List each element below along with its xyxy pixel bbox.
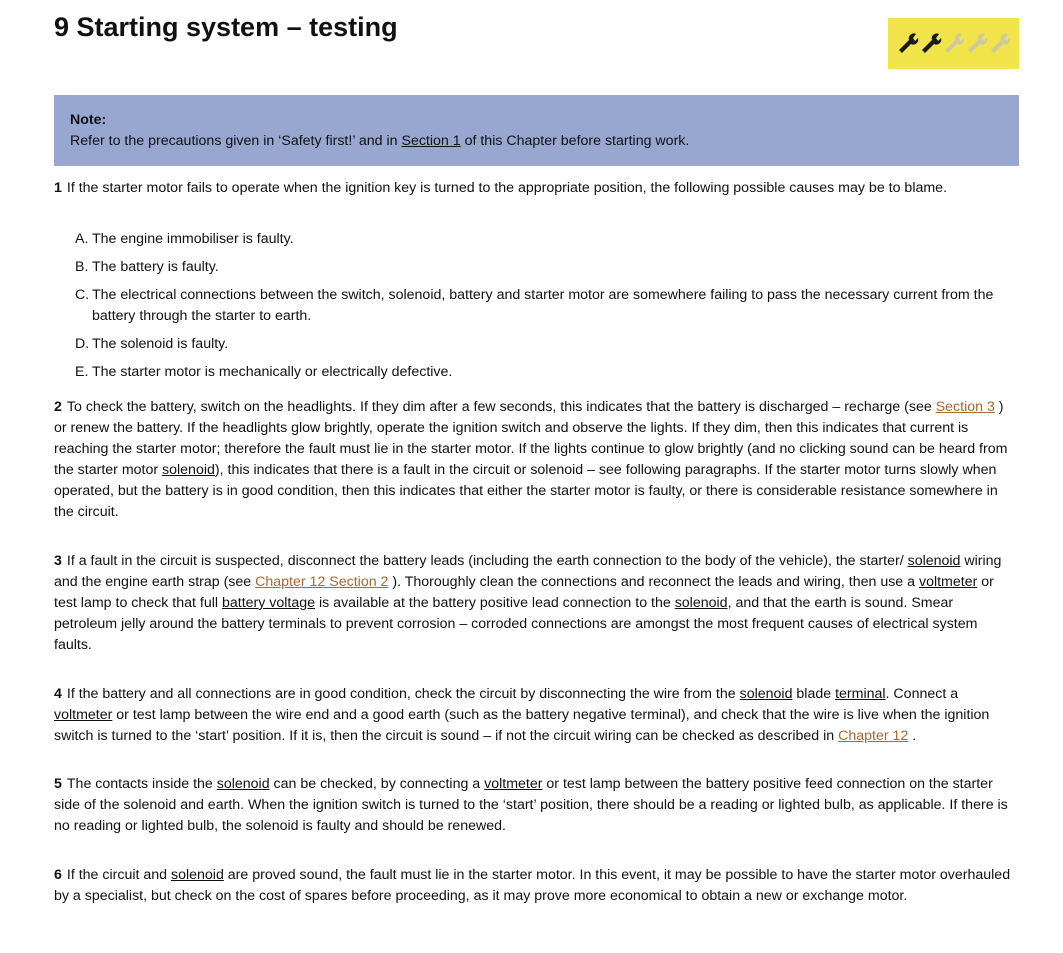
paragraph-number: 6 [54,867,62,883]
chapter-12-link[interactable]: Chapter 12 [838,728,909,744]
battery-voltage-link[interactable]: battery voltage [221,595,316,611]
note-text [70,131,1003,152]
paragraph-text: . Connect a [885,686,959,702]
list-item [54,229,1019,250]
list-text: The electrical connections between the switch, solenoid, battery and starter motor are somewhere failing to pass the necessary current from the battery through the starter to earth. [92,287,994,324]
paragraph-text: If a fault in the circuit is suspected, disconnect the battery leads (including the earth connection to the body of the vehicle), the starter/ [66,553,908,569]
paragraph-text: can be checked, by connecting a [269,776,485,792]
solenoid-link[interactable]: solenoid [739,686,793,702]
paragraph-text: are proved sound, the fault must lie in the starter motor. In this event, it may be possible to have the starter motor overhauled by a specialist, but check on the cost of spares before proceeding, as it may prove more economical to obtain a new or exchange motor. [54,867,1011,904]
solenoid-link[interactable]: solenoid [170,867,224,883]
section-1-link[interactable]: Section 1 [401,133,461,149]
main-content [54,178,1019,907]
paragraph-1 [54,178,1019,199]
wrench-icon [965,32,989,56]
solenoid-link[interactable]: solenoid [674,595,728,611]
paragraph-text: The contacts inside the [66,776,217,792]
list-text: The starter motor is mechanically or electrically defective. [92,364,453,380]
solenoid-link[interactable]: solenoid [162,462,215,478]
difficulty-rating [888,18,1019,69]
page-title: 9 Starting system – testing [54,12,398,42]
paragraph-6 [54,865,1019,907]
paragraph-text: . [908,728,917,744]
paragraph-text: If the starter motor fails to operate when the ignition key is turned to the appropriate position, the following possible causes may be to blame. [66,180,948,196]
paragraph-4 [54,684,1019,747]
note-title: Note: [70,112,107,128]
note-text-part: Refer to the precautions given in ‘Safety first!’ and in [70,133,402,149]
paragraph-text: is available at the battery positive lead connection to the [315,595,675,611]
list-letter: D. [75,336,90,352]
list-text: The engine immobiliser is faulty. [92,231,294,247]
wrench-icon [942,32,966,56]
voltmeter-link[interactable]: voltmeter [54,707,113,723]
paragraph-text: If the circuit and [66,867,171,883]
causes-list [54,229,1019,383]
solenoid-link[interactable]: solenoid [216,776,270,792]
terminal-link[interactable]: terminal [835,686,886,702]
paragraph-number: 3 [54,553,62,569]
list-text: The solenoid is faulty. [92,336,229,352]
paragraph-5 [54,774,1019,837]
list-item [54,334,1019,355]
list-item [54,362,1019,383]
chapter-12-section-2-link[interactable]: Chapter 12 Section 2 [255,574,389,590]
wrench-icon [988,32,1012,56]
paragraph-text: or test lamp between the wire end and a good earth (such as the battery negative terminal), and check that the wire is live when the ignition switch is turned to the ‘start’ position. If it is, then the circuit is sound – if not the circuit wiring can be checked as described in [54,707,990,744]
paragraph-text: To check the battery, switch on the headlights. If they dim after a few seconds, this indicates that the battery is discharged – recharge (see [66,399,936,415]
voltmeter-link[interactable]: voltmeter [918,574,978,590]
list-item [54,257,1019,278]
list-letter: E. [75,364,89,380]
paragraph-text: , and that the earth is sound. Smear petroleum jelly around the battery terminals to prevent corrosion – corroded connections are amongst the most frequent causes of electrical system faults. [54,595,978,653]
paragraph-number: 5 [54,776,62,792]
note-box [54,95,1019,166]
solenoid-link[interactable]: solenoid [907,553,961,569]
paragraph-text: ). Thoroughly clean the connections and reconnect the leads and wiring, then use a [388,574,919,590]
paragraph-text: wiring and the engine earth strap (see [54,553,1002,590]
list-item [54,285,1019,327]
paragraph-text: ), this indicates that there is a fault in the circuit or solenoid – see following paragraphs. If the starter motor turns slowly when operated, but the battery is in good condition, then this indicates that either the starter motor is faulty, or there is considerable resistance somewhere in the circuit. [54,462,998,520]
list-letter: C. [75,287,90,303]
paragraph-text: ) or renew the battery. If the headlights glow brightly, operate the ignition switch and observe the lights. If they dim, then this indicates that current is reaching the starter motor; therefore the fault must lie in the starter motor. If the lights continue to glow brightly (and no clicking sound can be heard from the starter motor [54,399,1008,478]
paragraph-number: 1 [54,180,62,196]
list-text: The battery is faulty. [92,259,219,275]
paragraph-text: If the battery and all connections are in good condition, check the circuit by disconnecting the wire from the [66,686,740,702]
paragraph-2 [54,397,1019,523]
section-3-link[interactable]: Section 3 [935,399,995,415]
voltmeter-link[interactable]: voltmeter [484,776,543,792]
paragraph-text: blade [792,686,836,702]
note-text-part: of this Chapter before starting work. [460,133,690,149]
paragraph-number: 4 [54,686,62,702]
paragraph-text: or test lamp between the battery positive feed connection on the starter side of the solenoid and earth. When the ignition switch is turned to the ‘start’ position, there should be a reading or lighted bulb, as applicable. If there is no reading or lighted bulb, the solenoid is faulty and should be renewed. [54,776,1008,834]
paragraph-3 [54,551,1019,656]
list-letter: B. [75,259,89,275]
paragraph-text: or test lamp to check that full [54,574,994,611]
paragraph-number: 2 [54,399,62,415]
list-letter: A. [75,231,89,247]
wrench-icon [919,32,943,56]
wrench-icon [896,32,920,56]
